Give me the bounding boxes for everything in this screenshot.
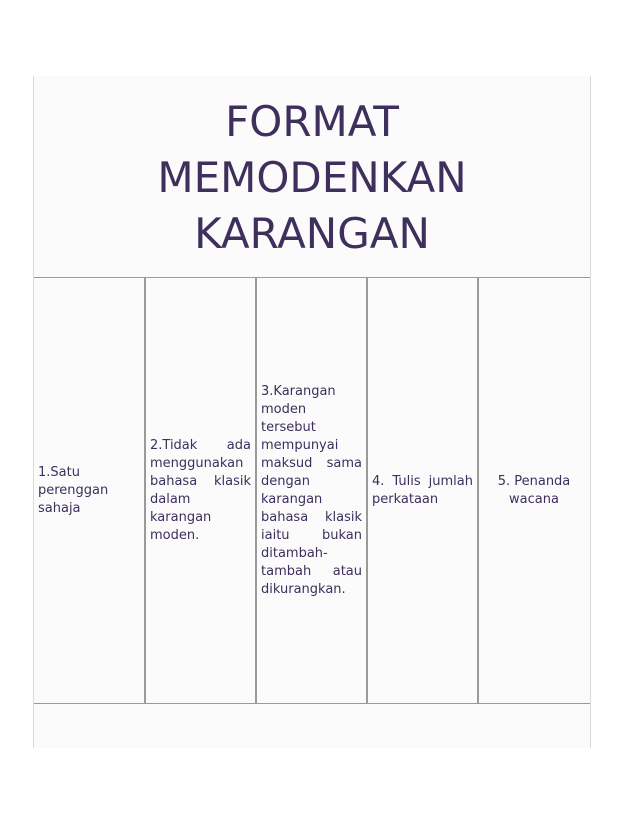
title-line-1: FORMAT [225, 97, 399, 146]
table-cell-3 [256, 278, 367, 703]
format-table [34, 277, 590, 704]
cell-text-5: 5. Penanda wacana [497, 473, 571, 507]
cell-text-3: 3.Karangan moden tersebut mempunyai maksud sama dengan karangan bahasa klasik iaitu bukan ditambah-tambah atau dikurangkan. [261, 383, 362, 597]
slide-frame [33, 76, 591, 748]
table-cell-1 [34, 278, 145, 703]
table-cell-4 [367, 278, 478, 703]
page-title [34, 94, 590, 262]
title-line-3: KARANGAN [194, 209, 430, 258]
table-cell-5 [478, 278, 589, 703]
table-cell-2 [145, 278, 256, 703]
cell-text-1: 1.Satu perenggan sahaja [38, 464, 109, 516]
cell-text-4: 4. Tulis jumlah perkataan [372, 473, 473, 507]
title-line-2: MEMODENKAN [157, 153, 467, 202]
cell-text-2: 2.Tidak ada menggunakan bahasa klasik dalam karangan moden. [150, 437, 251, 543]
